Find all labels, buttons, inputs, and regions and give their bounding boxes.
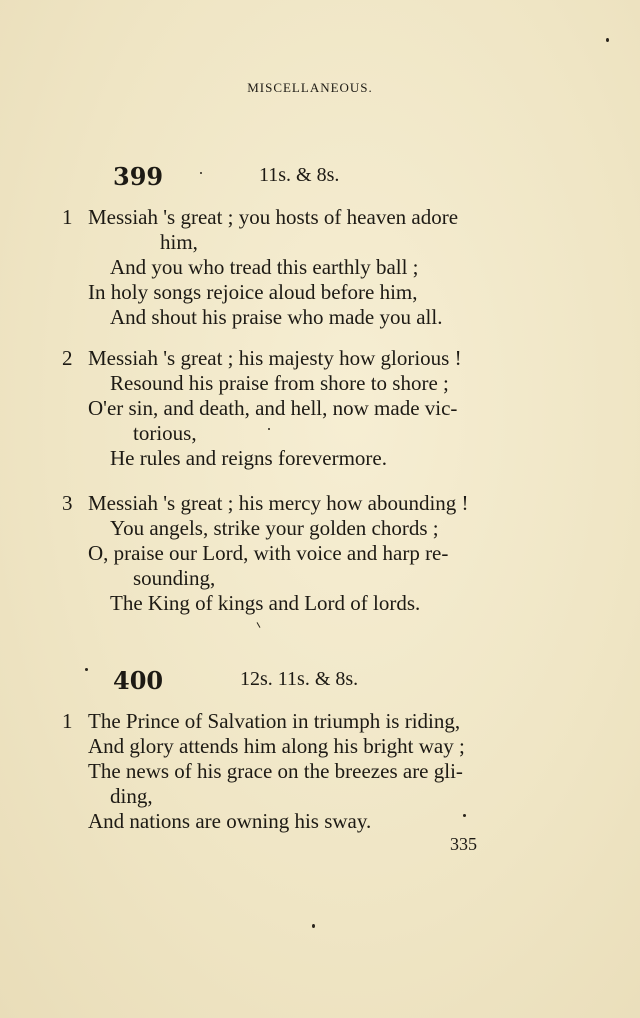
verse-line: And you who tread this earthly ball ; bbox=[110, 255, 419, 279]
verse-line: The King of kings and Lord of lords. bbox=[110, 591, 421, 615]
hymn-meter: 12s. 11s. & 8s. bbox=[240, 668, 359, 690]
scan-speck bbox=[268, 428, 270, 430]
verse-line: And nations are owning his sway. bbox=[88, 809, 372, 833]
hymn-number: 400 bbox=[113, 666, 164, 695]
verse-line: The news of his grace on the breezes are gli- bbox=[88, 759, 463, 783]
verse-line: Messiah 's great ; his majesty how glorious ! bbox=[88, 346, 462, 370]
scan-speck bbox=[312, 924, 315, 928]
scan-speck bbox=[463, 814, 466, 817]
hymn-heading bbox=[0, 162, 640, 192]
running-head: MISCELLANEOUS. bbox=[247, 80, 373, 95]
scan-speck bbox=[85, 668, 88, 671]
verse-line: ding, bbox=[110, 784, 153, 808]
verse-line: Messiah 's great ; you hosts of heaven adore bbox=[88, 205, 459, 229]
hymn-meter: 11s. & 8s. bbox=[259, 164, 340, 186]
verse-line: Messiah 's great ; his mercy how abounding ! bbox=[88, 491, 469, 515]
verse-line: O, praise our Lord, with voice and harp re- bbox=[88, 541, 449, 565]
scan-speck bbox=[606, 38, 609, 42]
verse-line: And glory attends him along his bright way ; bbox=[88, 734, 465, 758]
verse-line: The Prince of Salvation in triumph is riding, bbox=[88, 709, 461, 733]
scan-speck bbox=[200, 172, 202, 174]
verse-line: He rules and reigns forevermore. bbox=[110, 446, 387, 470]
page-number: 335 bbox=[450, 834, 477, 854]
verse-number: 1 bbox=[62, 205, 73, 229]
verse-line: torious, bbox=[133, 421, 197, 445]
verse-line: O'er sin, and death, and hell, now made vic- bbox=[88, 396, 458, 420]
scan-speck bbox=[257, 622, 261, 628]
verse-number: 1 bbox=[62, 709, 73, 733]
verse-line: You angels, strike your golden chords ; bbox=[110, 516, 439, 540]
verse-line: In holy songs rejoice aloud before him, bbox=[88, 280, 418, 304]
verse-number: 3 bbox=[62, 491, 73, 515]
verse-line: him, bbox=[160, 230, 198, 254]
verse-line: sounding, bbox=[133, 566, 216, 590]
hymn-number: 399 bbox=[113, 162, 164, 191]
verse-number: 2 bbox=[62, 346, 73, 370]
hymn-heading bbox=[0, 666, 640, 696]
verse-line: And shout his praise who made you all. bbox=[110, 305, 443, 329]
verse-line: Resound his praise from shore to shore ; bbox=[110, 371, 449, 395]
